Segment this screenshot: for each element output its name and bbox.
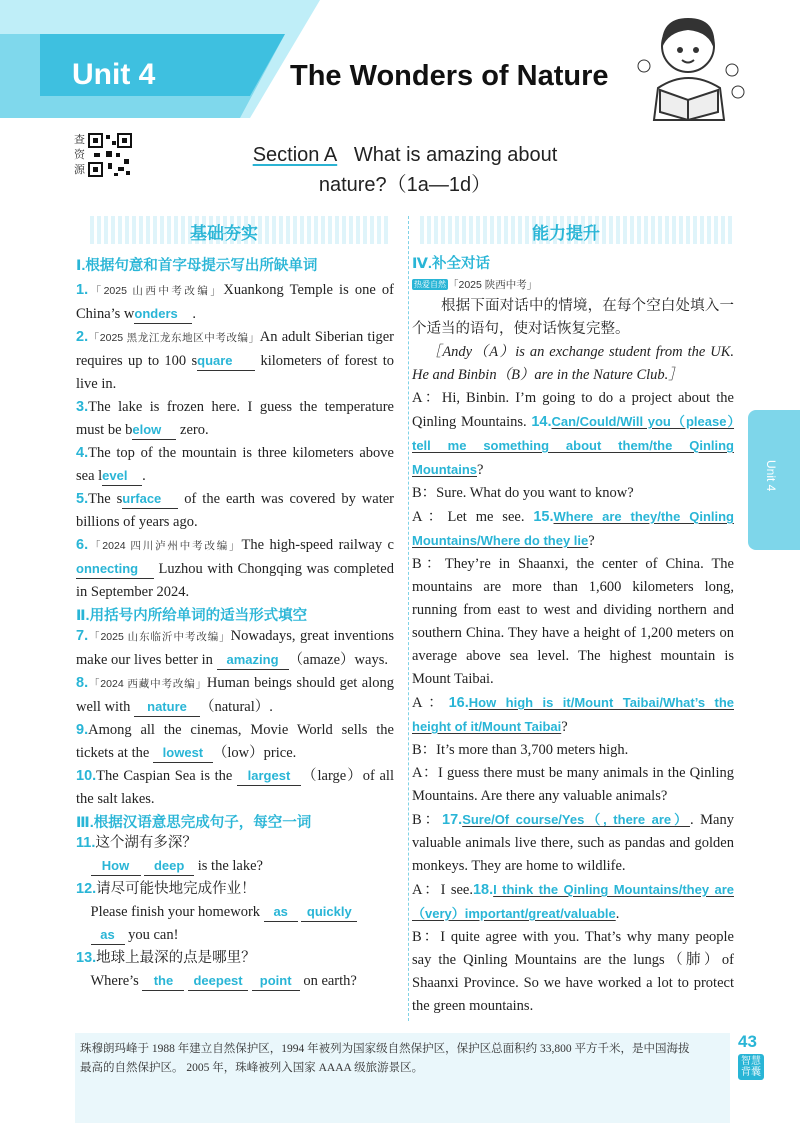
- section-question-cont: nature?（1a—1d）: [318, 174, 492, 196]
- dialogue-line-4: B：They’re in Shaanxi, the center of China. The mountains are more than 1,600 kilometers long, running from east to west and dividing northern and southern China. They have a height of 1,200 meters on average above sea level. The highest mountain is Mount Taibai.: [412, 556, 734, 687]
- unit-label: Unit 4: [72, 58, 156, 91]
- question-9: 9.Among all the cinemas, Movie World sells the tickets at the lowest （low）price.: [76, 722, 394, 761]
- dialogue-source: 热爱自然 「2025 陕西中考」: [414, 279, 538, 291]
- q12-blank-1[interactable]: as: [264, 903, 298, 922]
- dialogue-line-7: A：I guess there must be many animals in the Qinling Mountains. Are there any valuable animals?: [412, 765, 734, 804]
- q5-blank[interactable]: urface: [122, 490, 178, 509]
- question-8: 8.「2024 西藏中考改编」Human beings should get along well with nature （natural）.: [76, 675, 394, 715]
- q13-blank-1[interactable]: the: [142, 972, 184, 991]
- q4-blank[interactable]: evel: [102, 467, 142, 486]
- unit-banner: [0, 0, 320, 118]
- basic-header-label: 基础夯实: [190, 224, 258, 243]
- part-4-heading: Ⅳ.补全对话: [412, 256, 490, 272]
- question-2: 2.「2025 黑龙江龙东地区中考改编」An adult Siberian tiger requires up to 100 square kilometers of forest to live in.: [76, 329, 395, 392]
- section-title: [225, 140, 585, 200]
- question-12: 12.请尽可能快地完成作业！ Please finish your homework as quickly as you can!: [76, 878, 394, 947]
- dialogue-instructions: 根据下面对话中的情境，在每个空白处填入一个适当的语句，使对话恢复完整。: [412, 298, 734, 337]
- page-number: 43: [738, 1032, 757, 1051]
- left-column: [76, 254, 394, 993]
- q12-blank-3[interactable]: as: [91, 926, 125, 945]
- qr-label: 查资源: [74, 134, 85, 176]
- q12-blank-2[interactable]: quickly: [301, 903, 357, 922]
- answer-16[interactable]: How high is it/Mount Taibai/What’s the height of it/Mount Taibai: [412, 695, 734, 734]
- dialogue-line-2: B：Sure. What do you want to know?: [412, 485, 634, 501]
- answer-17[interactable]: Sure/Of course/Yes（, there are）: [462, 812, 690, 827]
- q3-blank[interactable]: elow: [132, 421, 176, 440]
- question-13: 13.地球上最深的点是哪里？ Where’s the deepest point on earth?: [76, 950, 357, 989]
- dialogue-line-5: A：16.How high is it/Mount Taibai/What’s the height of it/Mount Taibai?: [412, 695, 734, 735]
- question-11: 11.这个湖有多深？ How deep is the lake?: [76, 835, 263, 874]
- q11-blank-1[interactable]: How: [91, 857, 141, 876]
- advanced-header: [420, 216, 732, 244]
- question-6: 6.「2024 四川泸州中考改编」The high-speed railway connecting Luzhou with Chongqing was completed in September 2024.: [76, 537, 394, 600]
- answer-18[interactable]: I think the Qinling Mountains/they are（very）important/great/valuable: [412, 882, 734, 921]
- unit-side-tab[interactable]: [748, 410, 800, 550]
- qr-code-icon[interactable]: [88, 133, 132, 177]
- footer-note: 珠穆朗玛峰于 1988 年建立自然保护区，1994 年被列为国家级自然保护区，保护区总面积约 33,800 平方千米，是中国海拔最高的自然保护区。 2005 年，珠峰被列入国家 AAAA 级旅游景区。: [80, 1043, 690, 1074]
- q7-blank[interactable]: amazing: [217, 651, 289, 670]
- advanced-header-label: 能力提升: [532, 224, 600, 243]
- column-divider: [408, 216, 409, 1021]
- q1-blank[interactable]: onders: [134, 305, 192, 324]
- dialogue-intro: ［Andy（A）is an exchange student from the UK. He and Binbin（B）are in the Nature Club.］: [412, 344, 734, 383]
- q8-blank[interactable]: nature: [134, 698, 200, 717]
- q13-blank-3[interactable]: point: [252, 972, 300, 991]
- q1-number: 1.: [76, 282, 89, 298]
- part-2-heading: Ⅱ.用括号内所给单词的适当形式填空: [76, 608, 308, 624]
- question-7: 7.「2025 山东临沂中考改编」Nowadays, great inventions make our lives better in amazing （amaze）ways.: [76, 628, 394, 668]
- q9-blank[interactable]: lowest: [153, 744, 213, 763]
- dialogue-line-3: A：Let me see. 15.Where are they/the Qinling Mountains/Where do they lie?: [412, 509, 734, 549]
- question-1: 1.「2025 山西中考改编」Xuankong Temple is one of China’s wonders .: [76, 282, 394, 322]
- q10-blank[interactable]: largest: [237, 767, 301, 786]
- answer-15[interactable]: Where are they/the Qinling Mountains/Where do they lie: [412, 509, 734, 548]
- question-3: 3.The lake is frozen here. I guess the temperature must be below zero.: [76, 399, 394, 438]
- basic-header: [90, 216, 390, 244]
- part-1-heading: Ⅰ.根据句意和首字母提示写出所缺单词: [76, 258, 318, 274]
- section-question: What is amazing about: [353, 144, 558, 166]
- dialogue-line-9: A：I see.18.I think the Qinling Mountains/they are（very）important/great/valuable.: [412, 882, 734, 922]
- dialogue-line-1: A：Hi, Binbin. I’m going to do a project about the Qinling Mountains. 14.Can/Could/Will you（please）tell me something about them/the Qinling Mountains?: [412, 390, 735, 478]
- answer-14[interactable]: Can/Could/Will you（please）tell me something about them/the Qinling Mountains: [412, 414, 735, 477]
- q1-source: 「2025 山西中考改编」: [88, 285, 224, 297]
- question-5: 5.The surface of the earth was covered by water billions of years ago.: [76, 491, 394, 530]
- dialogue-line-6: B：It’s more than 3,700 meters high.: [412, 742, 629, 758]
- wisdom-badge: 智慧背囊: [738, 1054, 764, 1080]
- question-10: 10.The Caspian Sea is the largest （large）of all the salt lakes.: [76, 768, 394, 807]
- q11-blank-2[interactable]: deep: [144, 857, 194, 876]
- q1-text: Xuankong Temple is one of China’s w: [76, 282, 394, 322]
- unit-side-tab-label: Unit 4: [764, 460, 778, 492]
- girl-reading-illustration: [630, 8, 748, 126]
- question-4: 4.The top of the mountain is three kilometers above sea level .: [76, 445, 394, 484]
- right-column: [412, 252, 734, 1018]
- dialogue-line-10: B：I quite agree with you. That’s why many people say the Qinling Mountains are the lungs（肺）of Shaanxi Province. So we have worked a lot to protect the green mountains.: [412, 929, 734, 1014]
- q6-blank[interactable]: onnecting: [76, 560, 154, 579]
- q2-blank[interactable]: quare: [197, 352, 255, 371]
- q13-blank-2[interactable]: deepest: [188, 972, 248, 991]
- part-3-heading: Ⅲ.根据汉语意思完成句子，每空一词: [76, 815, 312, 831]
- topic-badge: 热爱自然: [414, 279, 446, 289]
- dialogue-line-8: B：17.Sure/Of course/Yes（, there are）. Many valuable animals live there, such as pandas and golden monkeys. They are home to wildlife.: [412, 812, 734, 874]
- section-label: Section A: [252, 144, 338, 166]
- page-title: The Wonders of Nature: [290, 60, 609, 92]
